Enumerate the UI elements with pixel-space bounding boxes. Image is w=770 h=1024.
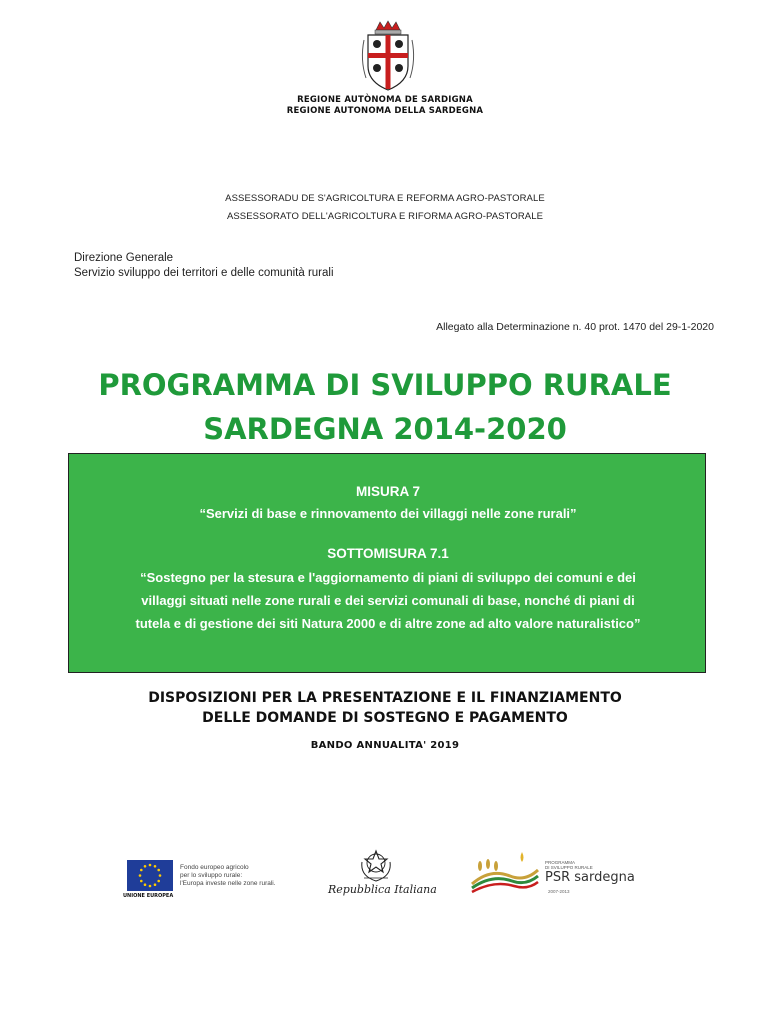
eafrd-text-line-1: Fondo europeo agricolo <box>180 864 249 871</box>
psr-sardegna-logo-icon <box>470 850 540 894</box>
page-title-line-2: SARDEGNA 2014-2020 <box>203 412 567 446</box>
eu-label: UNIONE EUROPEA <box>123 893 174 899</box>
misura-subtitle: “Servizi di base e rinnovamento dei villaggi nelle zone rurali” <box>199 506 577 521</box>
psr-years: 2007-2013 <box>548 889 570 894</box>
disposizioni-line-2: DELLE DOMANDE DI SOSTEGNO E PAGAMENTO <box>202 710 568 726</box>
allegato-reference: Allegato alla Determinazione n. 40 prot. 1470 del 29-1-2020 <box>436 321 714 333</box>
repubblica-italiana-label: Repubblica Italiana <box>328 883 437 896</box>
eafrd-text-line-3: l'Europa investe nelle zone rurali. <box>180 880 276 887</box>
sardinia-coat-of-arms-icon <box>358 20 418 96</box>
sottomisura-text-line-3: tutela e di gestione dei siti Natura 2000 e di altre zone ad alto valore naturalistico” <box>135 616 641 631</box>
psr-sardegna-name: PSR sardegna <box>545 870 635 885</box>
eu-flag-icon <box>127 860 173 891</box>
page-title-line-1: PROGRAMMA DI SVILUPPO RURALE <box>98 368 672 402</box>
direzione-generale: Direzione Generale <box>74 252 174 264</box>
assessorato-sardinian: ASSESSORADU DE S'AGRICOLTURA E REFORMA AGRO-PASTORALE <box>225 193 545 204</box>
disposizioni-line-1: DISPOSIZIONI PER LA PRESENTAZIONE E IL FINANZIAMENTO <box>148 690 622 706</box>
region-name-italian: REGIONE AUTONOMA DELLA SARDEGNA <box>286 106 484 116</box>
region-name-sardinian: REGIONE AUTÒNOMA DE SARDIGNA <box>297 95 473 105</box>
psr-small-line-1: PROGRAMMA <box>545 860 576 865</box>
italian-republic-emblem-icon <box>356 848 396 884</box>
sottomisura-heading: SOTTOMISURA 7.1 <box>327 546 449 561</box>
psr-program-label <box>545 860 593 870</box>
eafrd-text-line-2: per lo sviluppo rurale: <box>180 872 243 879</box>
sottomisura-text-line-2: villaggi situati nelle zone rurali e dei servizi comunali di base, nonché di piani di <box>141 593 635 608</box>
bando-annualita: BANDO ANNUALITA' 2019 <box>310 740 460 751</box>
eafrd-text <box>180 864 310 888</box>
servizio-name: Servizio sviluppo dei territori e delle comunità rurali <box>74 267 334 279</box>
direzione-block <box>74 251 334 281</box>
assessorato-italian: ASSESSORATO DELL'AGRICOLTURA E RIFORMA AGRO-PASTORALE <box>226 211 544 222</box>
misura-heading: MISURA 7 <box>355 484 420 499</box>
psr-small-line-2: DI SVILUPPO RURALE <box>545 865 593 870</box>
misura-box <box>68 453 706 673</box>
sottomisura-text-line-1: “Sostegno per la stesura e l'aggiornamento di piani di sviluppo dei comuni e dei <box>140 570 636 585</box>
